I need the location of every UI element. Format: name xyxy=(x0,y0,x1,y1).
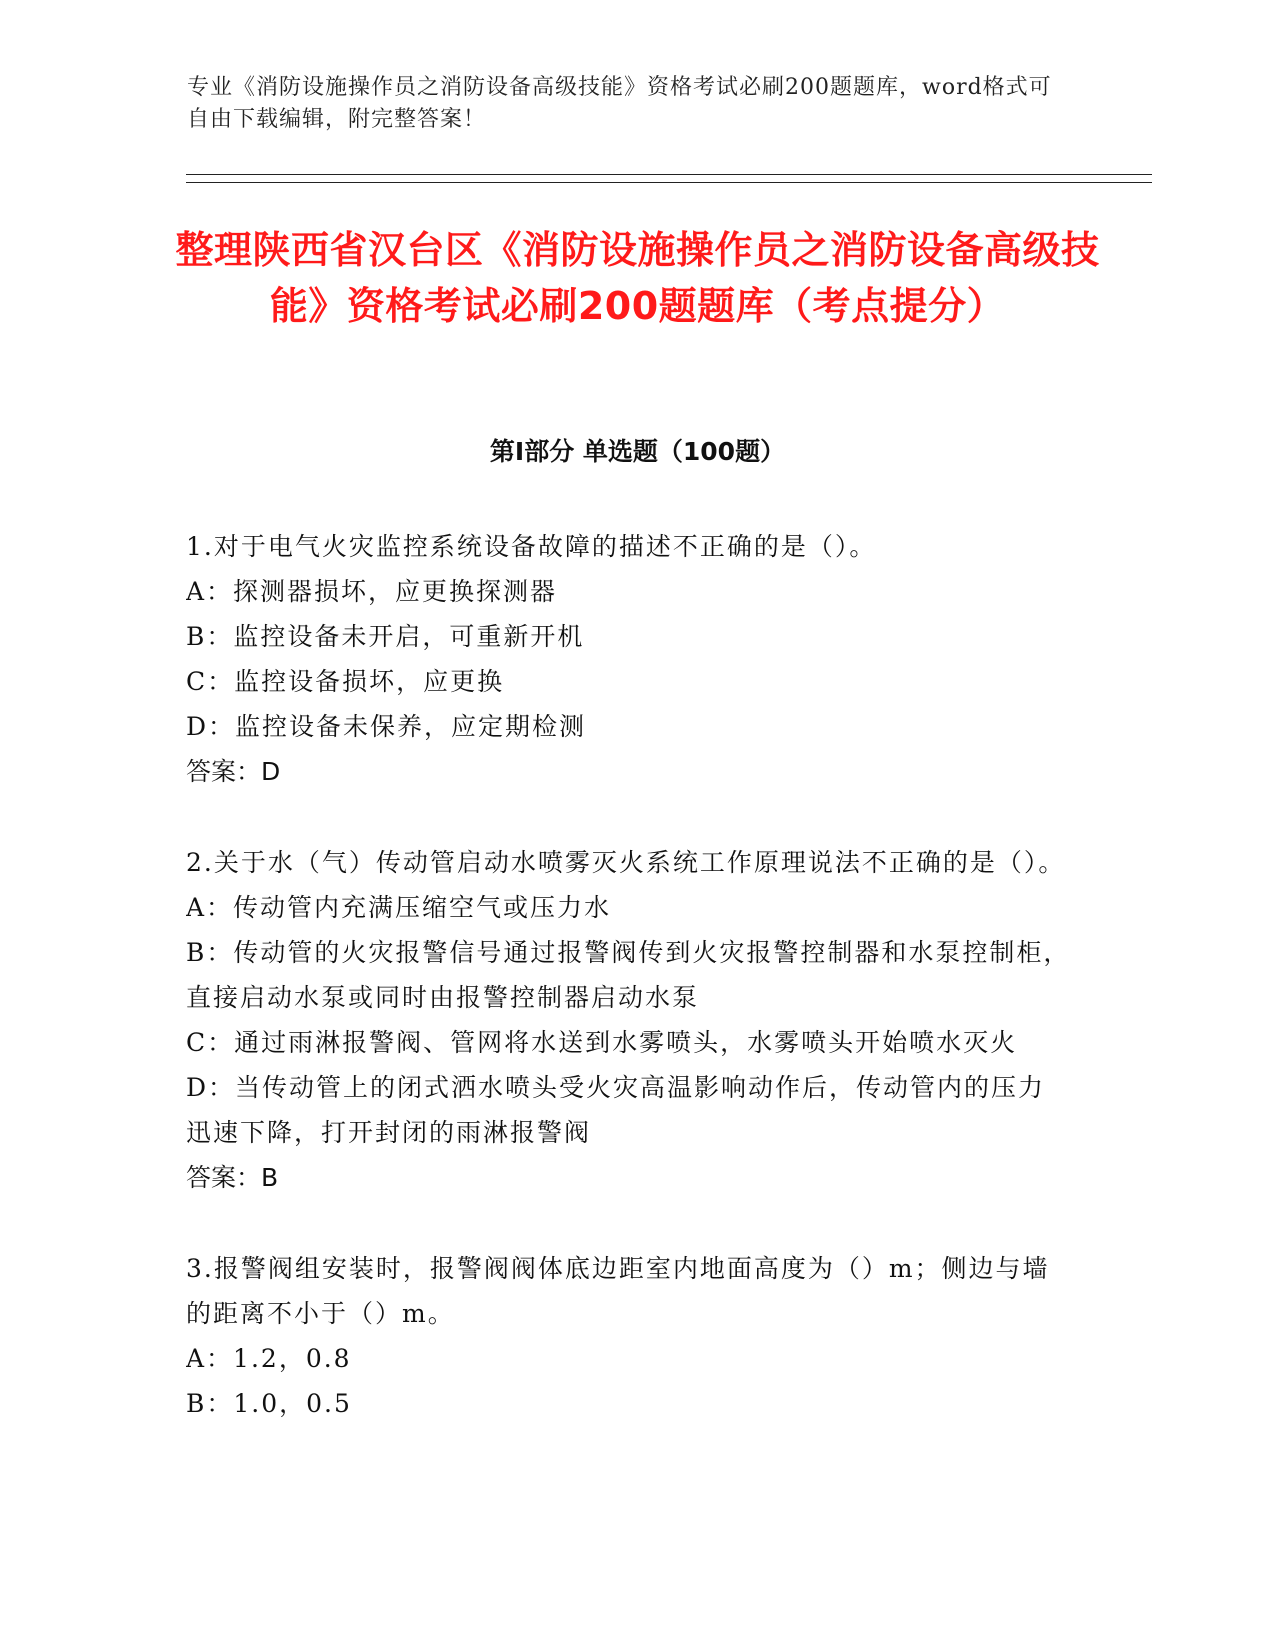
option-a: A：探测器损坏，应更换探测器 xyxy=(186,577,558,606)
answer: 答案：D xyxy=(186,757,281,786)
option-c: C：监控设备损坏，应更换 xyxy=(186,667,505,696)
question-2 xyxy=(186,840,1071,1200)
header-note: 专业《消防设施操作员之消防设备高级技能》资格考试必刷200题题库，word格式可自由下载编辑，附完整答案！ xyxy=(187,75,1052,132)
header-rule-bottom xyxy=(186,182,1152,183)
question-stem: 2.关于水（气）传动管启动水喷雾灭火系统工作原理说法不正确的是（）。 xyxy=(186,848,1066,877)
header-rule-top xyxy=(186,174,1152,175)
question-3 xyxy=(186,1246,1071,1426)
option-a: A：传动管内充满压缩空气或压力水 xyxy=(186,893,612,922)
option-b: B：监控设备未开启，可重新开机 xyxy=(186,622,585,651)
document-title: 整理陕西省汉台区《消防设施操作员之消防设备高级技能》资格考试必刷200题题库（考点提分） xyxy=(175,228,1100,328)
answer: 答案：B xyxy=(186,1163,279,1192)
question-list xyxy=(186,524,1071,1634)
question-stem: 3.报警阀组安装时，报警阀阀体底边距室内地面高度为（）m；侧边与墙的距离不小于（）m。 xyxy=(186,1254,1050,1328)
question-stem: 1.对于电气火灾监控系统设备故障的描述不正确的是（）。 xyxy=(186,532,877,561)
question-1 xyxy=(186,524,1071,794)
option-c: C：通过雨淋报警阀、管网将水送到水雾喷头，水雾喷头开始喷水灭火 xyxy=(186,1028,1018,1057)
option-b: B：传动管的火灾报警信号通过报警阀传到火灾报警控制器和水泵控制柜，直接启动水泵或同时由报警控制器启动水泵 xyxy=(186,938,1071,1012)
option-a: A：1.2，0.8 xyxy=(186,1344,352,1373)
section-title: 第Ⅰ部分 单选题（100题） xyxy=(489,437,786,466)
option-b: B：1.0，0.5 xyxy=(186,1389,352,1418)
option-d: D：监控设备未保养，应定期检测 xyxy=(186,712,587,741)
option-d: D：当传动管上的闭式洒水喷头受火灾高温影响动作后，传动管内的压力迅速下降，打开封闭的雨淋报警阀 xyxy=(186,1073,1046,1147)
